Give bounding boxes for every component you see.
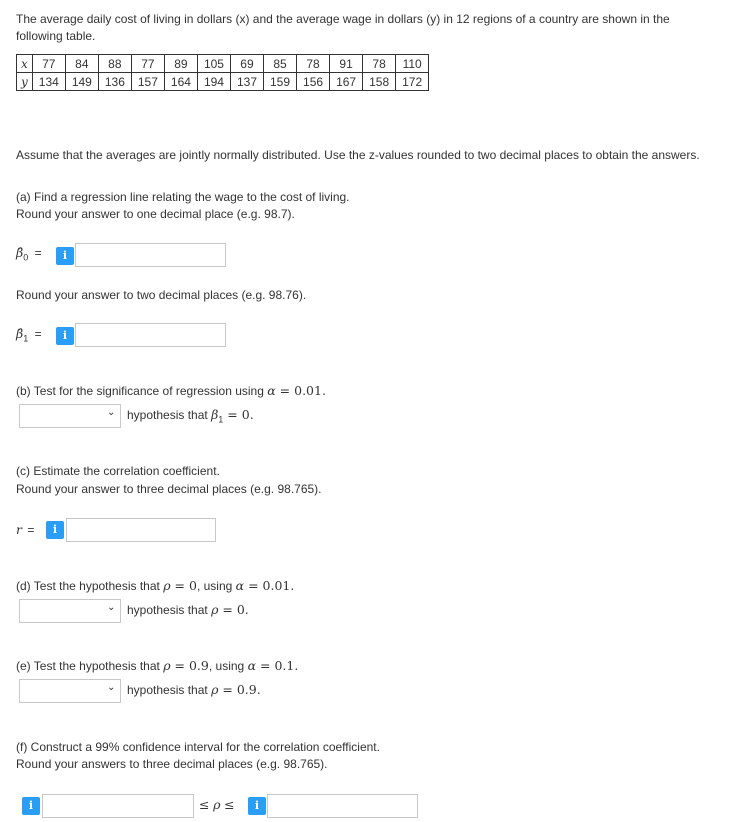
- assumption-text: Assume that the averages are jointly normally distributed. Use the z-values rounded to two decimal places to obtain the answers.: [16, 148, 700, 162]
- interval-rho: ρ: [213, 797, 221, 812]
- part-b-decision-select[interactable]: [19, 404, 121, 428]
- table-cell: 137: [230, 73, 263, 91]
- part-b-alpha-eq: =: [275, 383, 295, 398]
- part-e-title-text: (e) Test the hypothesis that: [16, 659, 164, 673]
- part-e-alpha-val: 0.1: [274, 658, 295, 673]
- part-b-hyp-text: hypothesis that: [127, 408, 212, 422]
- table-cell: 158: [363, 73, 396, 91]
- part-e-alpha: α: [247, 658, 257, 673]
- part-e-hyp-end: .: [256, 682, 261, 697]
- table-cell: 78: [297, 55, 330, 73]
- part-e-title: [16, 657, 298, 675]
- chevron-down-icon: ⌄: [107, 682, 116, 693]
- table-cell: 136: [98, 73, 131, 91]
- table-cell: 84: [65, 55, 98, 73]
- part-d-alpha: α: [235, 578, 245, 593]
- part-e-decision-select[interactable]: [19, 679, 121, 703]
- table-cell: 159: [264, 73, 297, 91]
- part-e-rho: ρ: [163, 658, 171, 673]
- beta0-subscript: 0: [23, 252, 29, 263]
- table-cell: 77: [32, 55, 65, 73]
- table-cell: 110: [396, 55, 429, 73]
- beta0-info-icon[interactable]: i: [56, 247, 74, 265]
- part-a-round2: Round your answer to two decimal places (e.g. 98.76).: [16, 288, 307, 302]
- part-d-hyp-val: 0: [236, 602, 245, 617]
- part-b-beta-sub: 1: [218, 414, 224, 425]
- part-d-alpha-val: 0.01: [262, 578, 291, 593]
- table-row-label-x: x: [17, 55, 33, 73]
- part-d-hyp-eq: =: [218, 602, 237, 617]
- part-e-hyp-eq: =: [218, 682, 237, 697]
- data-table: [16, 54, 429, 91]
- part-d-title-text: (d) Test the hypothesis that: [16, 579, 164, 593]
- beta1-subscript: 1: [23, 333, 29, 344]
- table-cell: 167: [330, 73, 363, 91]
- table-cell: 156: [297, 73, 330, 91]
- table-cell: 85: [264, 55, 297, 73]
- part-b-beta: β: [211, 407, 219, 422]
- table-cell: 78: [363, 55, 396, 73]
- beta1-label: [16, 326, 42, 343]
- part-e-alpha-eq: =: [256, 658, 275, 673]
- part-d-rho: ρ: [163, 578, 171, 593]
- upper-bound-input[interactable]: [267, 794, 418, 818]
- upper-bound-info-icon[interactable]: i: [248, 797, 266, 815]
- part-c-title: (c) Estimate the correlation coefficient.: [16, 464, 220, 478]
- part-d-title: [16, 577, 294, 595]
- part-e-rho-val: 0.9: [188, 658, 209, 673]
- leq-symbol-1: ≤: [199, 797, 210, 812]
- part-b-hypothesis: [127, 406, 254, 428]
- part-a-round: Round your answer to one decimal place (e.g. 98.7).: [16, 207, 295, 221]
- part-d-hypothesis: [127, 601, 249, 619]
- beta0-input[interactable]: [75, 243, 226, 267]
- part-e-hypothesis: [127, 681, 261, 699]
- part-b-alpha: α: [267, 383, 276, 398]
- part-b-title-text: (b) Test for the significance of regression using: [16, 384, 268, 398]
- chevron-down-icon: ⌄: [107, 602, 116, 613]
- part-d-alpha-eq: =: [244, 578, 263, 593]
- intro-line-1: The average daily cost of living in dollars (x) and the average wage in dollars (y) in 12 regions of a country are shown in the: [16, 12, 670, 26]
- beta1-input[interactable]: [75, 323, 226, 347]
- table-cell: 172: [396, 73, 429, 91]
- r-info-icon[interactable]: i: [46, 521, 64, 539]
- part-d-hyp-end: .: [244, 602, 249, 617]
- part-b-hyp-val: 0: [241, 407, 250, 422]
- part-e-period: .: [294, 658, 299, 673]
- part-d-mid: , using: [196, 579, 236, 593]
- part-e-rho-eq: =: [170, 658, 189, 673]
- part-c-round: Round your answer to three decimal places (e.g. 98.765).: [16, 482, 322, 496]
- part-b-alpha-val: 0.01: [294, 383, 322, 398]
- intro-line-2: following table.: [16, 29, 96, 43]
- part-b-hyp-end: .: [249, 407, 254, 422]
- interval-inequality: [199, 797, 235, 812]
- beta1-info-icon[interactable]: i: [56, 327, 74, 345]
- lower-bound-info-icon[interactable]: i: [22, 797, 40, 815]
- r-symbol: r: [16, 522, 22, 537]
- part-e-mid: , using: [208, 659, 248, 673]
- part-d-period: .: [290, 578, 295, 593]
- part-b-hyp-eq: =: [223, 407, 242, 422]
- table-cell: 149: [65, 73, 98, 91]
- part-d-hyp-rho: ρ: [211, 602, 219, 617]
- part-d-rho-eq: =: [170, 578, 189, 593]
- chevron-down-icon: ⌄: [107, 407, 116, 418]
- part-d-decision-select[interactable]: [19, 599, 121, 623]
- table-cell: 88: [98, 55, 131, 73]
- r-input[interactable]: [66, 518, 216, 542]
- table-cell: 194: [197, 73, 230, 91]
- table-cell: 134: [32, 73, 65, 91]
- table-row-x: [17, 55, 429, 73]
- part-e-hyp-rho: ρ: [211, 682, 219, 697]
- r-equals: =: [27, 523, 35, 537]
- leq-symbol-2: ≤: [224, 797, 235, 812]
- beta0-label: [16, 245, 42, 262]
- table-cell: 91: [330, 55, 363, 73]
- part-d-rho-val: 0: [188, 578, 197, 593]
- beta1-symbol: β̂: [16, 326, 24, 341]
- r-label: [16, 522, 34, 537]
- table-cell: 164: [164, 73, 197, 91]
- part-f-round: Round your answers to three decimal places (e.g. 98.765).: [16, 757, 328, 771]
- table-cell: 69: [230, 55, 263, 73]
- part-f-title: (f) Construct a 99% confidence interval for the correlation coefficient.: [16, 740, 380, 754]
- part-b-period: .: [321, 383, 326, 398]
- table-row-label-y: y: [17, 73, 33, 91]
- table-cell: 89: [164, 55, 197, 73]
- table-cell: 157: [131, 73, 164, 91]
- part-b-title: [16, 382, 326, 400]
- part-a-title: (a) Find a regression line relating the wage to the cost of living.: [16, 190, 350, 204]
- table-cell: 77: [131, 55, 164, 73]
- beta0-symbol: β̂: [16, 245, 24, 260]
- part-e-hyp-val: 0.9: [236, 682, 257, 697]
- lower-bound-input[interactable]: [42, 794, 194, 818]
- table-row-y: [17, 73, 429, 91]
- table-cell: 105: [197, 55, 230, 73]
- beta0-equals: =: [34, 246, 42, 260]
- part-e-hyp-text: hypothesis that: [127, 683, 212, 697]
- part-d-hyp-text: hypothesis that: [127, 603, 212, 617]
- beta1-equals: =: [34, 327, 42, 341]
